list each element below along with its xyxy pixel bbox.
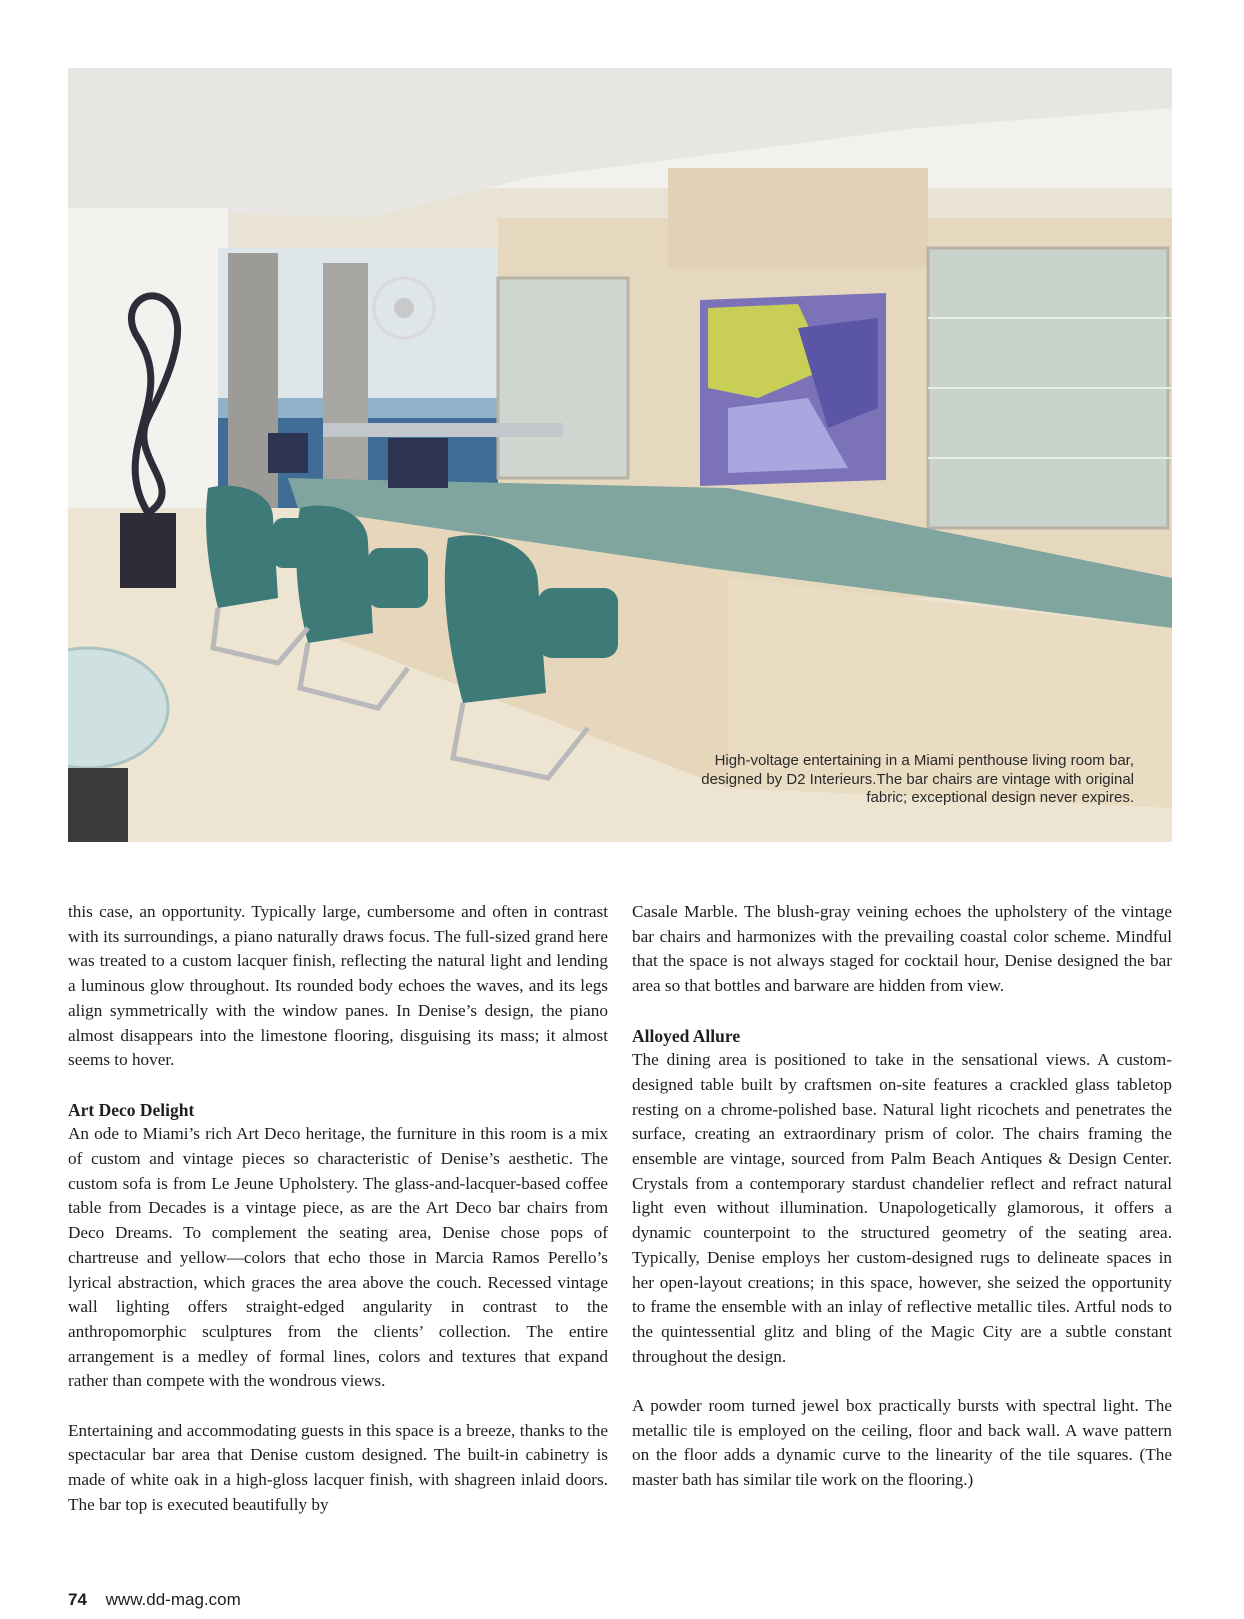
page-footer [68, 1590, 241, 1610]
photo-caption: High-voltage entertaining in a Miami penthouse living room bar, designed by D2 Interieurs.The bar chairs are vintage with original fabric; exceptional design never expires. [701, 752, 1134, 806]
paragraph: An ode to Miami’s rich Art Deco heritage, the furniture in this room is a mix of custom and vintage pieces so characteristic of Denise’s aesthetic. The custom sofa is from Le Jeune Upholstery. The glass-and-lacquer-based coffee table from Decades is a vintage piece, as are the Art Deco bar chairs from Deco Dreams. To complement the seating area, Denise chose pops of chartreuse and yellow—colors that echo those in Marcia Ramos Perello’s lyrical abstraction, which graces the area above the couch. Recessed vintage wall lighting offers straight-edged angularity in contrast to the anthropomorphic sculptures from the clients’ collection. The entire arrangement is a medley of formal lines, colors and textures that expand rather than compete with the wondrous views. [68, 1124, 608, 1391]
interior-photo [68, 68, 1172, 842]
paragraph: A powder room turned jewel box practically bursts with spectral light. The metallic tile is employed on the ceiling, floor and back wall. A wave pattern on the floor adds a dynamic curve to the linearity of the tile squares. (The master bath has similar tile work on the flooring.) [632, 1396, 1172, 1490]
paragraph: Casale Marble. The blush-gray veining echoes the upholstery of the vintage bar chairs and harmonizes with the prevailing coastal color scheme. Mindful that the space is not always staged for cocktail hour, Denise designed the bar area so that bottles and barware are hidden from view. [632, 902, 1172, 996]
paragraph: this case, an opportunity. Typically large, cumbersome and often in contrast with its surroundings, a piano naturally draws focus. The full-sized grand here was treated to a custom lacquer finish, reflecting the natural light and lending a luminous glow throughout. Its rounded body echoes the waves, and its legs align symmetrically with the window panes. In Denise’s design, the piano almost disappears into the limestone flooring, disguising its mass; it almost seems to hover. [68, 902, 608, 1070]
paragraph: Entertaining and accommodating guests in this space is a breeze, thanks to the spectacular bar area that Denise custom designed. The built-in cabinetry is made of white oak in a high-gloss lacquer finish, with shagreen inlaid doors. The bar top is executed beautifully by [68, 1420, 608, 1514]
section-heading-alloyed-allure: Alloyed Allure [632, 1025, 741, 1046]
interior-photo-illustration [68, 68, 1172, 842]
article-right-column [632, 900, 1172, 1518]
page-number: 74 [68, 1590, 87, 1609]
paragraph: The dining area is positioned to take in the sensational views. A custom-designed table built by craftsmen on-site features a crackled glass tabletop resting on a chrome-polished base. Natural light ricochets and penetrates the surface, creating an extraordinary prism of color. The chairs framing the ensemble are vintage, sourced from Palm Beach Antiques & Design Center. Crystals from a contemporary stardust chandelier reflect and refract natural light even without illumination. Unapologetically glamorous, it offers a dynamic counterpoint to the structured geometry of the seating area. Typically, Denise employs her custom-designed rugs to delineate spaces in her open-layout creations; in this space, however, she seized the opportunity to frame the ensemble with an inlay of reflective metallic tiles. Artful nods to the quintessential glitz and bling of the Magic City are a subtle constant throughout the design. [632, 1050, 1172, 1366]
website-url: www.dd-mag.com [105, 1590, 241, 1609]
section-heading-art-deco-delight: Art Deco Delight [68, 1099, 195, 1120]
article-left-column [68, 900, 608, 1542]
